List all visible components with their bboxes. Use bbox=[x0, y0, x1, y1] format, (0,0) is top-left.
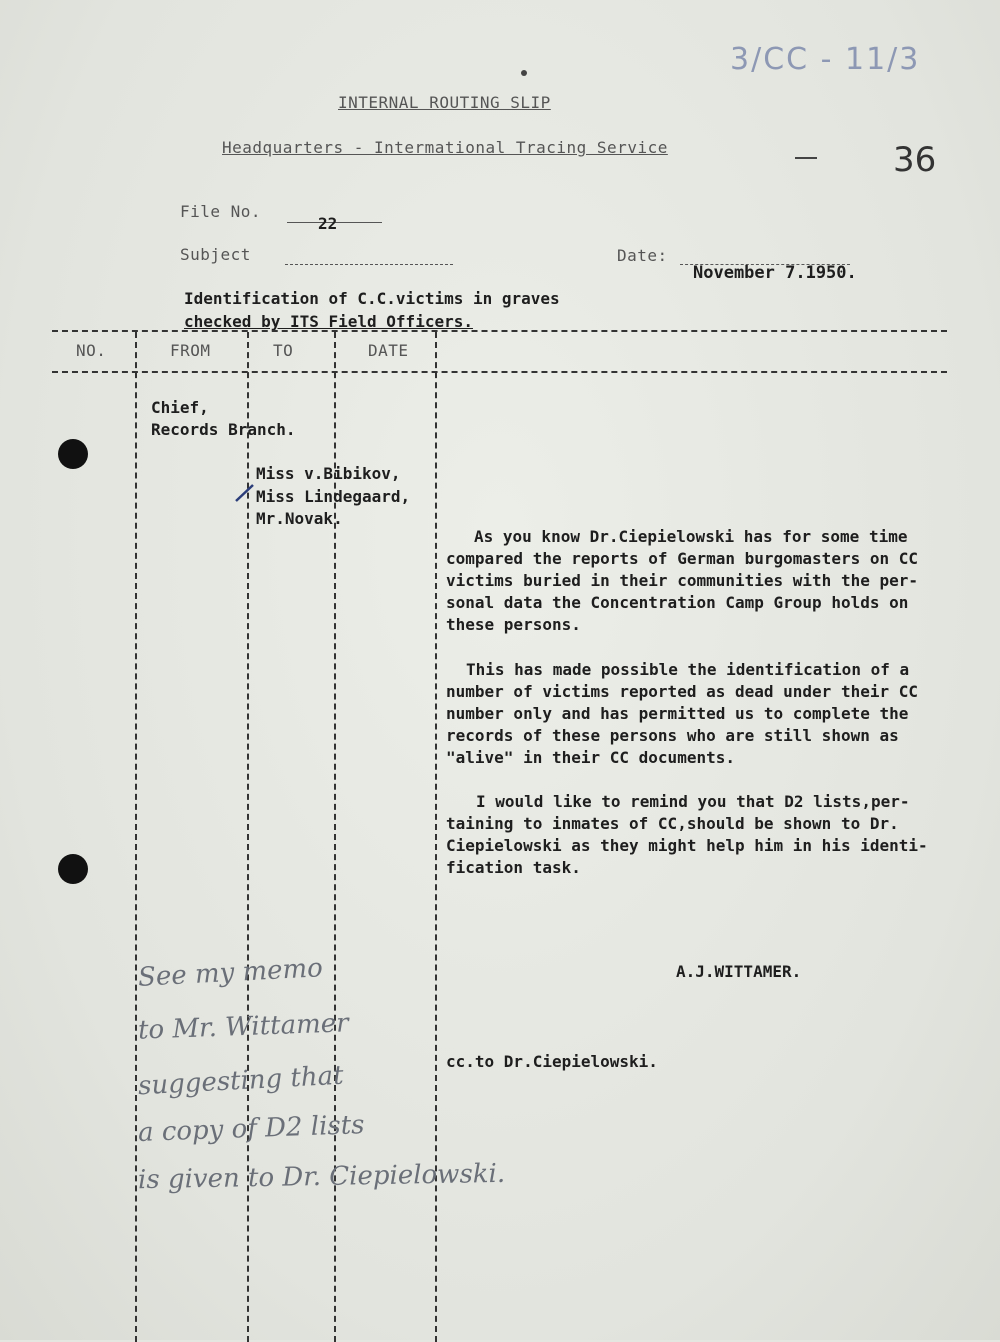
cc-line: cc.to Dr.Ciepielowski. bbox=[446, 1052, 658, 1071]
slip-title: INTERNAL ROUTING SLIP bbox=[338, 93, 551, 112]
body-p1-line: these persons. bbox=[446, 615, 581, 634]
column-header-no: NO. bbox=[76, 341, 107, 360]
file-no-label: File No. bbox=[180, 202, 262, 221]
body-p3-line: taining to inmates of CC,should be shown to Dr. bbox=[446, 814, 899, 833]
column-divider-date bbox=[435, 332, 437, 1342]
body-p2-line: number of victims reported as dead under their CC bbox=[446, 682, 919, 701]
signature-block: A.J.WITTAMER. bbox=[676, 962, 802, 981]
handwritten-note-line-3: suggesting that bbox=[137, 1060, 345, 1102]
body-paragraph-2-cont bbox=[446, 681, 966, 769]
date-label: Date: bbox=[617, 246, 668, 265]
body-p1-line: compared the reports of German burgomasters on CC bbox=[446, 549, 919, 568]
body-paragraph-1-cont bbox=[446, 548, 966, 636]
date-value: November 7.1950. bbox=[693, 263, 857, 283]
punch-hole-bottom bbox=[58, 854, 88, 884]
body-p2-line: This has made possible the identification of a bbox=[466, 660, 910, 679]
page-number-mark bbox=[795, 157, 817, 159]
punch-hole-top bbox=[58, 439, 88, 469]
from-line-1: Chief, bbox=[151, 398, 209, 417]
handwritten-note-line-4: a copy of D2 lists bbox=[137, 1110, 366, 1148]
column-header-to: TO bbox=[273, 341, 294, 360]
column-divider-no bbox=[135, 332, 137, 1342]
from-line-2: Records Branch. bbox=[151, 420, 296, 439]
to-line-2: Miss Lindegaard, bbox=[256, 487, 411, 506]
body-paragraph-3-cont bbox=[446, 813, 966, 879]
body-p3-line: fication task. bbox=[446, 858, 581, 877]
body-p1-line: victims buried in their communities with the per- bbox=[446, 571, 919, 590]
subject-label: Subject bbox=[180, 245, 251, 264]
body-paragraph-1 bbox=[446, 526, 966, 548]
body-p3-line: I would like to remind you that D2 lists,per- bbox=[476, 792, 910, 811]
body-p2-line: records of these persons who are still shown as bbox=[446, 726, 899, 745]
column-header-from: FROM bbox=[170, 341, 211, 360]
subject-line-1: Identification of C.C.victims in graves bbox=[184, 289, 560, 308]
body-p3-line: Ciepielowski as they might help him in his identi- bbox=[446, 836, 928, 855]
subject-line-2: checked by ITS Field Officers. bbox=[184, 312, 473, 331]
file-no-value: 22 bbox=[318, 214, 338, 233]
ink-dot bbox=[521, 70, 527, 76]
to-line-3: Mr.Novak. bbox=[256, 509, 343, 528]
to-line-1: Miss v.Bibikov, bbox=[256, 464, 401, 483]
table-header-rule bbox=[52, 371, 947, 373]
handwritten-note-line-5: is given to Dr. Ciepielowski. bbox=[137, 1158, 506, 1196]
column-header-date: DATE bbox=[368, 341, 409, 360]
body-p2-line: "alive" in their CC documents. bbox=[446, 748, 735, 767]
body-p2-line: number only and has permitted us to complete the bbox=[446, 704, 909, 723]
handwritten-note-line-1: See my memo bbox=[137, 953, 324, 993]
page-number: 36 bbox=[893, 140, 937, 180]
reference-code: 3/CC - 11/3 bbox=[730, 42, 921, 77]
table-top-rule bbox=[52, 330, 947, 332]
slip-subtitle: Headquarters - Intermational Tracing Service bbox=[222, 138, 668, 157]
body-p1-line: sonal data the Concentration Camp Group holds on bbox=[446, 593, 909, 612]
body-p1-line: As you know Dr.Ciepielowski has for some time bbox=[474, 527, 908, 546]
body-paragraph-3 bbox=[446, 791, 966, 813]
handwritten-note-line-2: to Mr. Wittamer bbox=[137, 1008, 350, 1046]
subject-line bbox=[285, 264, 453, 265]
body-paragraph-2 bbox=[446, 659, 966, 681]
check-mark-icon bbox=[234, 482, 256, 504]
